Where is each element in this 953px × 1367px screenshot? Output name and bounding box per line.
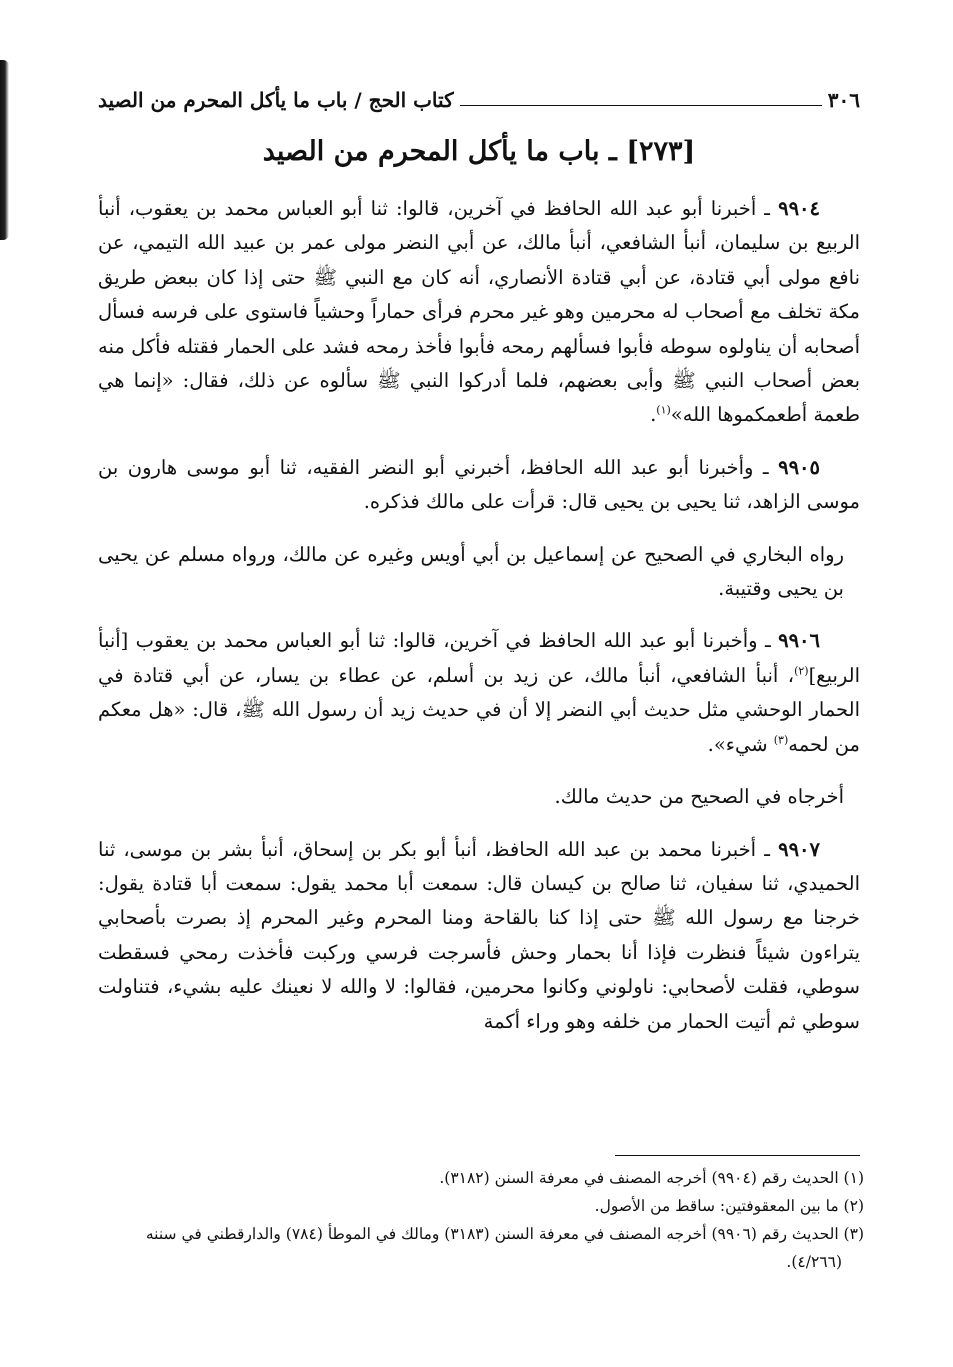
footnote-separator bbox=[615, 1155, 860, 1156]
footnote-item: (٣) الحديث رقم (٩٩٠٦) أخرجه المصنف في معرفة السنن (٣١٨٣) ومالك في الموطأ (٧٨٤) والدارقطني في سننه (٤/٢٦٦). bbox=[145, 1225, 864, 1271]
hadith-text: ـ أخبرنا محمد بن عبد الله الحافظ، أنبأ أبو بكر بن إسحاق، أنبأ بشر بن موسى، ثنا الحميدي، ثنا سفيان، ثنا صالح بن كيسان قال: سمعت أبا محمد يقول: سمعت أبا قتادة يقول: خرجنا مع رسول الله ﷺ حتى إذا كنا بالقاحة ومنا المحرم وغير المحرم إذ بصرت بأصحابي يتراءون شيئاً فنظرت فإذا أنا بحمار وحش فأسرجت فرسي وركبت فأخذت رمحي فسقطت سوطي، فقلت لأصحابي: ناولوني وكانوا محرمين، فقالوا: لا والله لا نعينك عليه بشيء، فتناولت سوطي ثم أتيت الحمار من خلفه وهو وراء أكمة bbox=[98, 837, 860, 1033]
hadith-text: ـ أخبرنا أبو عبد الله الحافظ في آخرين، قالوا: ثنا أبو العباس محمد بن يعقوب، أنبأ الربيع بن سليمان، أنبأ الشافعي، أنبأ مالك، عن أبي النضر مولى عمر بن عبيد الله التيمي، عن نافع مولى أبي قتادة، عن أبي قتادة الأنصاري، أنه كان مع النبي ﷺ حتى إذا كان ببعض طريق مكة تخلف مع أصحاب له محرمين وهو غير محرم فرأى حماراً وحشياً فاستوى على فرسه فسأل أصحابه أن يناولوه سوطه فأبوا فسألهم رمحه فأبوا فأخذ رمحه فشد على الحمار فقتله فأكل منه بعض أصحاب النبي ﷺ وأبى بعضهم، فلما أدركوا النبي ﷺ سألوه عن ذلك، فقال: «إنما هي طعمة أطعمكموها الله» bbox=[98, 197, 860, 427]
footnote-marker[interactable]: (٣) bbox=[773, 733, 789, 747]
main-text bbox=[98, 192, 860, 1057]
footnotes bbox=[98, 1164, 864, 1276]
footnote-marker[interactable]: (٢) bbox=[794, 664, 809, 678]
chapter-title: [٢٧٣] ـ باب ما يأكل المحرم من الصيد bbox=[262, 136, 696, 167]
hadith-number: ٩٩٠٧ bbox=[778, 837, 820, 861]
hadith-end: . bbox=[650, 403, 657, 427]
running-header bbox=[98, 82, 860, 112]
hadith-number: ٩٩٠٤ bbox=[778, 197, 820, 220]
hadith-number: ٩٩٠٦ bbox=[778, 629, 820, 653]
hadith-9905 bbox=[98, 451, 860, 520]
hadith-9906 bbox=[98, 624, 860, 762]
commentary-note: أخرجاه في الصحيح من حديث مالك. bbox=[554, 785, 844, 809]
header-rule bbox=[460, 105, 822, 106]
hadith-text: ـ وأخبرنا أبو عبد الله الحافظ في آخرين، قالوا: ثنا أبو العباس محمد بن يعقوب [أنبأ الربيع] bbox=[98, 629, 860, 687]
hadith-number: ٩٩٠٥ bbox=[778, 455, 820, 479]
running-title: كتاب الحج / باب ما يأكل المحرم من الصيد bbox=[98, 88, 454, 112]
scan-binding-shadow bbox=[0, 60, 9, 240]
hadith-text: شيء». bbox=[707, 732, 774, 756]
hadith-text: ـ وأخبرنا أبو عبد الله الحافظ، أخبرني أبو النضر الفقيه، ثنا أبو موسى هارون بن موسى الزاهد، ثنا يحيى بن يحيى قال: قرأت على مالك فذكره. bbox=[98, 455, 860, 514]
hadith-9907 bbox=[98, 833, 860, 1039]
footnote-item: (١) الحديث رقم (٩٩٠٤) أخرجه المصنف في معرفة السنن (٣١٨٢). bbox=[439, 1169, 864, 1187]
hadith-9904 bbox=[98, 192, 860, 433]
page-number: ٣٠٦ bbox=[827, 88, 860, 112]
commentary-note: رواه البخاري في الصحيح عن إسماعيل بن أبي أويس وغيره عن مالك، ورواه مسلم عن يحيى بن يحيى وقتيبة. bbox=[98, 542, 844, 601]
hadith-text: ، أنبأ الشافعي، أنبأ مالك، عن زيد بن أسلم، عن عطاء بن يسار، عن أبي قتادة في الحمار الوحشي مثل حديث أبي النضر إلا أن في حديث زيد أن رسول الله ﷺ، قال: «هل معكم من لحمه bbox=[98, 663, 860, 756]
footnote-item: (٢) ما بين المعقوفتين: ساقط من الأصول. bbox=[594, 1197, 864, 1215]
footnote-marker[interactable]: (١) bbox=[656, 403, 671, 417]
